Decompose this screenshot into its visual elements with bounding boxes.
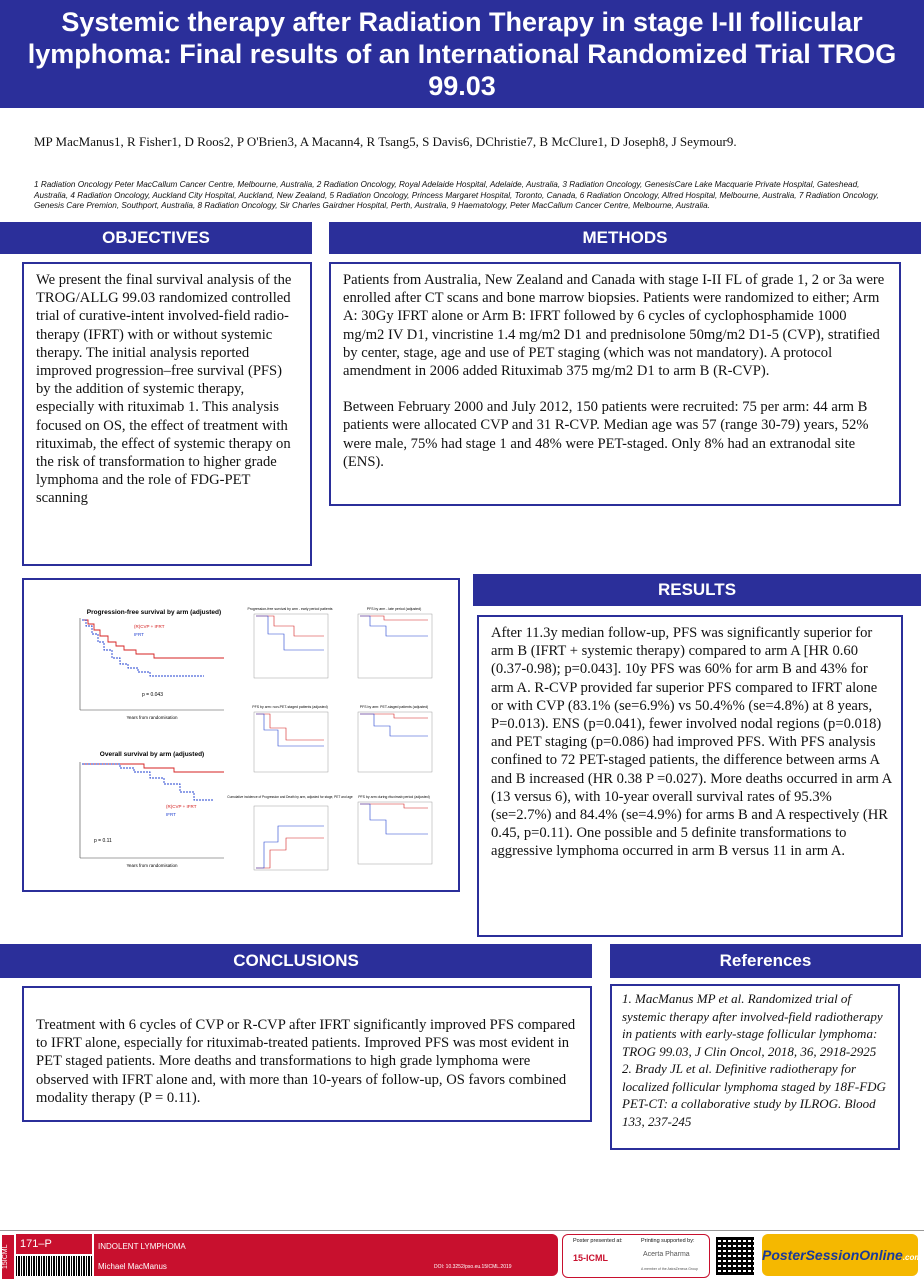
author-list: MP MacManus1, R Fisher1, D Roos2, P O'Brien3, A Macann4, R Tsang5, S Davis6, DChristie7, B McClure1, D Joseph8, J Seymour9.: [34, 134, 737, 149]
sponsor-logo: Acerta Pharma: [643, 1251, 690, 1258]
svg-text:Progression-free survival by a: Progression-free survival by arm - early period patients: [247, 607, 333, 611]
postersessiononline-logo[interactable]: [762, 1234, 922, 1276]
conclusions-text: Treatment with 6 cycles of CVP or R-CVP after IFRT significantly improved PFS compared to IFRT alone, especially for rituximab-treated patients. Improved PFS was most evident in PET staged patients. More deaths and transformations to high grade lymphoma were observed with IFRT alone and, with more than 10-years of follow-up, OS favors combined modality therapy (P = 0.11).: [36, 1017, 576, 1106]
objectives-text: We present the final survival analysis of the TROG/ALLG 99.03 randomized controlled trial of curative-intent involved-field radio-therapy (IFRT) with or without systemic therapy. The initial analysis reported improved progression–free survival (PFS) by the addition of systemic therapy, especially with rituximab 1. This analysis focused on OS, the effect of treatment with rituximab, the effect of systemic therapy on the risk of transformation to higher grade lymphoma and the role of FDG-PET scanning: [36, 272, 292, 507]
reference-1: 1. MacManus MP et al. Randomized trial of systemic therapy after involved-field radiotherapy in patients with early-stage follicular lymphoma: TROG 99.03, J Clin Oncol, 2018, 36, 2918-2925: [622, 991, 883, 1059]
svg-text:PFS by arm: PET-staged patient: PFS by arm: PET-staged patients (adjusted): [359, 705, 429, 709]
svg-text:Cumulative incidence of Progre: Cumulative incidence of Progression and Death by arm, adjusted for stage, PET and age: [227, 795, 353, 799]
qr-code-icon[interactable]: [716, 1237, 754, 1275]
os-curve-arm-a: [82, 764, 214, 800]
affiliations: 1 Radiation Oncology Peter MacCallum Cancer Centre, Melbourne, Australia, 2 Radiation Oncology, Royal Adelaide Hospital, Adelaide, Australia, 3 Radiation Oncology, GenesisCare Lake Macquarie Private Hospital, Gateshead, Australia, 4 Radiation Oncology, Auckland City Hospital, Auckland, New Zealand, 5 Radiation Oncology, Princess Margaret Hospital, Toronto, Canada, 6 Radiation Oncology, Alfred Hospital, Melbourne, Australia, 7 Radiation Oncology, Genesis Care Premion, Southport, Australia, 8 Radiation Oncology, Sir Charles Gairdner Hospital, Perth, Australia, 9 Haematology, Peter MacCallum Cancer Centre, Melbourne, Australia.: [34, 180, 879, 210]
footer-doi: DOI: 10.3252/pso.eu.15ICML.2019: [434, 1264, 512, 1270]
pfs-legend-arm-b: (R)CVP + IFRT: [134, 624, 165, 629]
methods-box: [329, 262, 901, 506]
footer: [0, 1230, 924, 1281]
methods-paragraph-2: Between February 2000 and July 2012, 150 patients were recruited: 75 per arm: 44 arm B patients were allocated CVP and 31 R-CVP. Median age was 57 (range 30-79) years, 52% were male, 75% had stage 1 and 48% were PET-staged. Only 8% had an extranodal site (ENS).: [343, 399, 869, 470]
small-chart-2: [358, 607, 432, 678]
sponsor-box: [562, 1234, 710, 1278]
brand-name: PosterSessionOnline: [762, 1247, 903, 1263]
small-chart-6: [358, 795, 432, 864]
sponsor-subtitle: A member of the AstraZeneca Group: [641, 1267, 699, 1271]
small-chart-3: [252, 705, 328, 772]
presented-at-label: Poster presented at:: [573, 1238, 623, 1244]
conclusions-box: [22, 986, 592, 1122]
survival-figures: [24, 580, 458, 890]
conclusions-heading: CONCLUSIONS: [0, 944, 592, 978]
os-curve-arm-b: [82, 764, 224, 772]
footer-info-bar: [94, 1234, 558, 1276]
results-box: [477, 615, 903, 937]
os-chart: [80, 762, 224, 868]
objectives-box: [22, 262, 312, 566]
svg-text:PFS by arm during rituximab pe: PFS by arm during rituximab period (adjusted): [358, 795, 430, 799]
reference-2: 2. Brady JL et al. Definitive radiotherapy for localized follicular lymphoma staged by 18F-FDG PET-CT: a collaborative study by ILROG. Blood 133, 237-245: [622, 1061, 886, 1129]
small-chart-4: [358, 705, 432, 772]
poster-code: 171–P: [16, 1234, 92, 1254]
os-legend-arm-a: IFRT: [166, 812, 176, 817]
footer-side-label: 15ICML: [2, 1235, 14, 1279]
survival-figures-panel: [22, 578, 460, 892]
os-chart-title: Overall survival by arm (adjusted): [99, 751, 205, 758]
svg-text:PFS by arm: non-PET-staged pat: PFS by arm: non-PET-staged patients (adjusted): [252, 705, 328, 709]
results-heading: RESULTS: [473, 574, 921, 606]
methods-paragraph-1: Patients from Australia, New Zealand and Canada with stage I-II FL of grade 1, 2 or 3a were enrolled after CT scans and bone marrow biopsies. Patients were randomized to either; Arm A: 30Gy IFRT alone or Arm B: IFRT followed by 6 cycles of cyclophosphamide 1000 mg/m2 IV D1, vincristine 1.4 mg/m2 D1 and prednisolone 50mg/m2 D1-5 (CVP), stratified by center, stage, age and use of PET staging (which was not mandatory). A protocol amendment in 2006 added Rituximab 375 mg/m2 D1 to arm B (R-CVP).: [343, 272, 885, 380]
results-text: After 11.3y median follow-up, PFS was significantly superior for arm B (IFRT + systemic therapy) compared to arm A [HR 0.60 (0.37-0.98); p=0.043]. 10y PFS was 60% for arm B and 43% for arm A. R-CVP provided far superior PFS compared to IFRT alone or with CVP (83.1% (se=6.9%) vs 50.4%% (se=4.8%) at 8 years, P=0.013). ENS (p=0.041), fewer involved nodal regions (p=0.018) and PET staging (p=0.086) had improved PFS. With PFS analysis confined to 72 PET-staged patients, the difference between arms A and B increased (HR 0.38 P =0.027). More deaths occurred in arm A (13 versus 6), with 10-year overall survival rates of 95.3% (se=2.7%) and 84.4% (se=4.9%) for arms B and A respectively (HR 0.45, p=0.11). One possible and 5 definite transformations to aggressive lymphoma occurred in arm B versus 11 in arm A.: [491, 625, 892, 860]
small-chart-5: [227, 795, 353, 870]
references-box: [610, 984, 900, 1150]
os-legend-arm-b: (R)CVP + IFRT: [166, 804, 197, 809]
conference-logo: 15-ICML: [573, 1253, 609, 1263]
objectives-heading: OBJECTIVES: [0, 222, 312, 254]
footer-category: INDOLENT LYMPHOMA: [98, 1242, 186, 1251]
os-p-value: p = 0.11: [94, 838, 112, 844]
pfs-p-value: p = 0.043: [142, 692, 163, 698]
brand-suffix: .com: [902, 1253, 922, 1262]
footer-presenter: Michael MacManus: [98, 1262, 167, 1271]
printing-label: Printing supported by:: [641, 1238, 695, 1244]
small-chart-1: [247, 607, 332, 678]
svg-text:PFS by arm - late period (adju: PFS by arm - late period (adjusted): [366, 607, 422, 611]
pfs-legend-arm-a: IFRT: [134, 632, 144, 637]
pfs-chart: [80, 618, 224, 720]
barcode-icon: [16, 1256, 92, 1276]
os-x-label: Years from randomisation: [126, 863, 178, 868]
pfs-x-label: Years from randomisation: [126, 715, 178, 720]
pfs-chart-title: Progression-free survival by arm (adjusted): [86, 609, 222, 616]
methods-heading: METHODS: [329, 222, 921, 254]
references-heading: References: [610, 944, 921, 978]
poster-title: Systemic therapy after Radiation Therapy in stage I-II follicular lymphoma: Final results of an International Randomized Trial TROG 99.03: [0, 0, 924, 108]
